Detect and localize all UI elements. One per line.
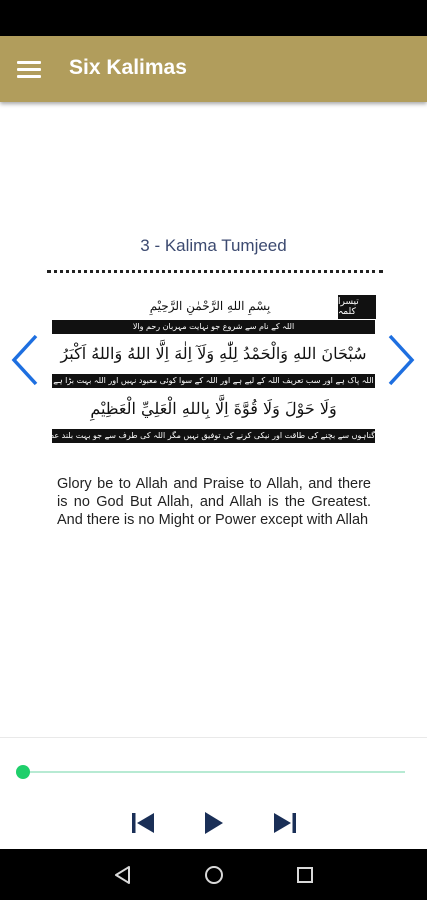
back-icon xyxy=(112,864,134,886)
seek-bar-thumb[interactable] xyxy=(16,765,30,779)
play-icon xyxy=(198,808,228,838)
title-divider xyxy=(47,270,383,273)
system-navigation-bar xyxy=(0,849,427,900)
kalima-urdu-second-line: گناہوں سے بچنے کی طاقت اور نیکی کرنے کی توفیق نہیں مگر اللہ کی طرف سے جو بہت بلند عظمت والا ہے xyxy=(52,429,375,443)
chevron-left-icon xyxy=(8,332,42,388)
kalima-urdu-translation: اللہ پاک ہے اور سب تعریف اللہ کے لیے ہے اور اللہ کے سوا کوئی معبود نہیں اور اللہ بہت بڑا ہے xyxy=(52,374,375,388)
skip-next-icon xyxy=(270,808,300,838)
system-recents-button[interactable] xyxy=(294,864,316,886)
kalima-arabic-second-line: وَلَا حَوْلَ وَلَا قُوَّةَ اِلَّا بِاللهِ الْعَلِيِّ الْعَظِيْمِ xyxy=(90,399,337,418)
next-kalima-button[interactable] xyxy=(384,332,418,388)
play-button[interactable] xyxy=(198,808,228,838)
skip-previous-icon xyxy=(128,808,158,838)
kalima-calligraphy-image xyxy=(10,293,377,447)
skip-next-button[interactable] xyxy=(270,808,300,838)
previous-kalima-button[interactable] xyxy=(8,332,42,388)
basmala-text: بِسْمِ اللهِ الرَّحْمٰنِ الرَّحِيْمِ xyxy=(149,299,271,313)
status-bar xyxy=(0,0,427,36)
seek-bar[interactable] xyxy=(23,771,405,773)
basmala-urdu-text: اللہ کے نام سے شروع جو نہایت مہربان رحم والا xyxy=(52,320,375,334)
player-divider xyxy=(0,737,427,738)
chevron-right-icon xyxy=(384,332,418,388)
recents-icon xyxy=(294,864,316,886)
system-home-button[interactable] xyxy=(203,864,225,886)
kalima-number-badge: تیسرا کلمہ xyxy=(338,295,376,319)
system-back-button[interactable] xyxy=(112,864,134,886)
english-translation: Glory be to Allah and Praise to Allah, and there is no God But Allah, and Allah is the Greatest. And there is no Might or Power except with Allah xyxy=(57,476,371,528)
kalima-arabic-text: سُبْحَانَ اللهِ وَالْحَمْدُ لِلّٰهِ وَلَآ اِلٰهَ اِلَّا اللهُ وَاللهُ اَكْبَرُ xyxy=(60,344,367,363)
app-bar xyxy=(0,36,427,102)
kalima-title: 3 - Kalima Tumjeed xyxy=(140,236,287,255)
hamburger-menu-icon[interactable] xyxy=(17,59,43,79)
home-icon xyxy=(203,864,225,886)
app-title: Six Kalimas xyxy=(69,56,187,79)
skip-previous-button[interactable] xyxy=(128,808,158,838)
